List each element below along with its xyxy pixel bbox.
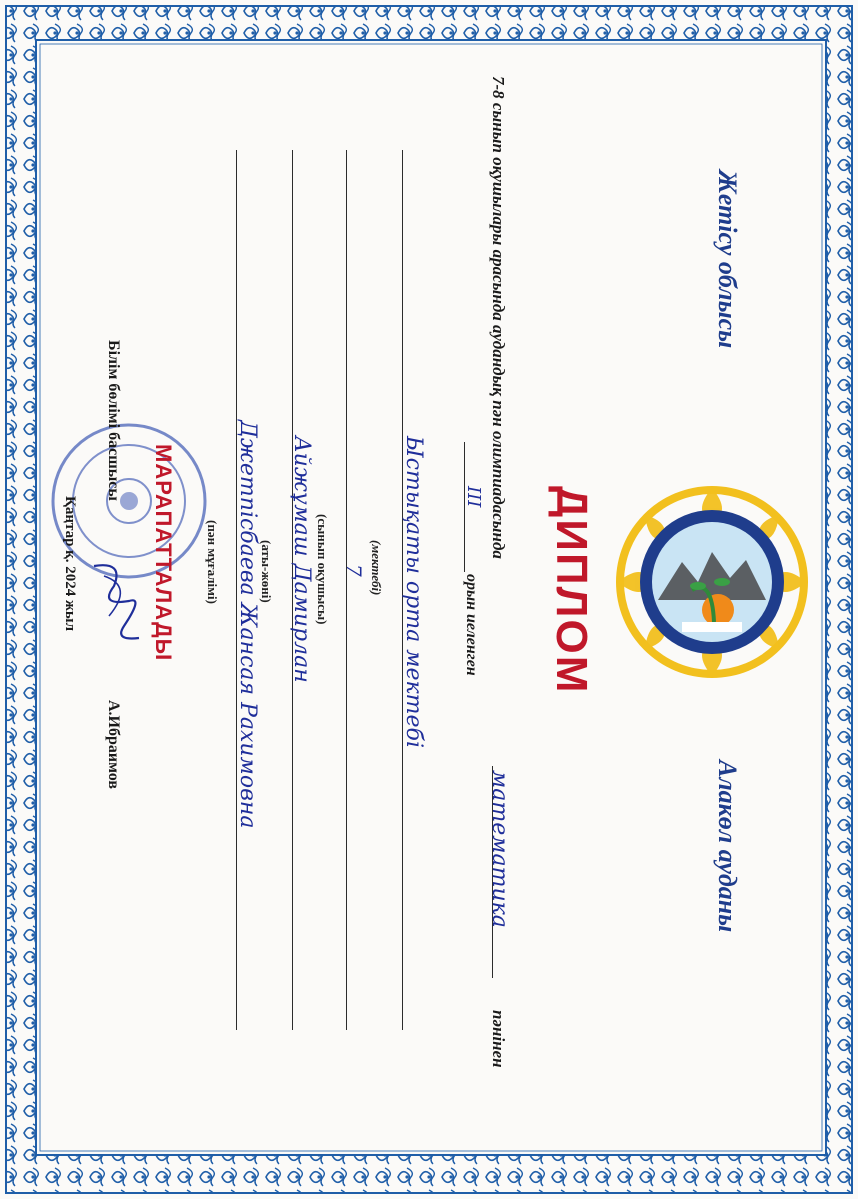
signature-scribble (84, 556, 154, 646)
school-value: Ыстықаты орта мектебі (401, 436, 426, 748)
subject-suffix: пәнінен (489, 1010, 508, 1068)
grade-value: 7 (342, 564, 366, 577)
student-label: (аты-жөні) (259, 540, 274, 603)
olympiad-intro: 7-8 сынып оқушылары арасында аудандық пән олимпиадасында (489, 76, 508, 559)
signature-date: Қаңтар қ. 2024 жыл (62, 496, 78, 632)
teacher-value: Джетпісбаева Жансая Рахимовна (235, 420, 260, 829)
place-value: III (463, 486, 484, 508)
subject-value: математика (487, 770, 512, 928)
school-label: (мектебі) (369, 540, 384, 596)
award-text: МАРАПАТТАЛАДЫ (151, 444, 176, 662)
grade-line (346, 150, 347, 1030)
diploma-title: ДИПЛОМ (547, 486, 596, 695)
grade-label: (сынып оқушысы) (315, 514, 330, 625)
student-value: Айжұмаш Дамирлан (289, 436, 314, 683)
region-title: Жетісу облысы (713, 170, 742, 349)
district-title: Алакөл ауданы (713, 760, 742, 933)
signature-name: А.Ибраимов (105, 700, 122, 790)
teacher-label: (пән мұғалімі) (205, 520, 220, 604)
place-suffix: орын иеленген (463, 574, 480, 676)
signature-position: Білім бөлімі басшысы (105, 340, 122, 501)
district-emblem (612, 482, 812, 682)
